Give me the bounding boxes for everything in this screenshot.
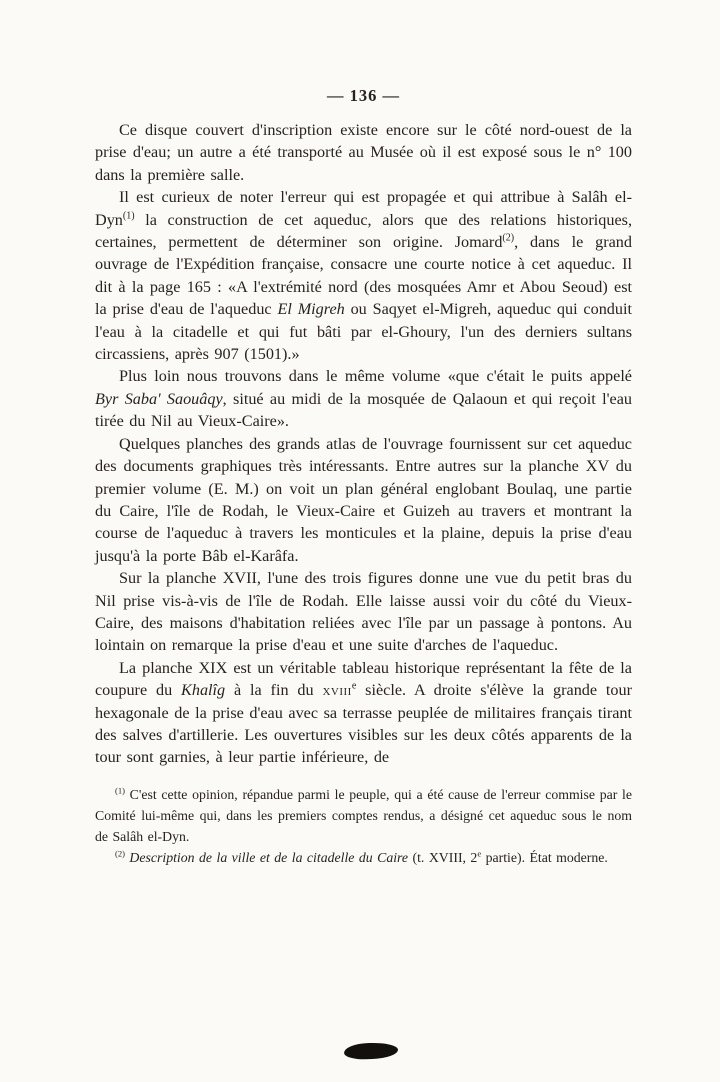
footnote [95,784,632,848]
paragraph [95,186,632,365]
text-segment: Description de la ville et de la citadelle du Caire [129,850,409,866]
text-segment: ou Saqyet el-Migreh, aqueduc qui conduit l'eau à la citadelle et qui fut bâti par el-Ghoury, l'un des derniers sultans circassiens, après 907 (1501).» [95,300,632,364]
text-segment: Khalîg [181,681,226,700]
ink-smudge-artifact [344,1042,399,1060]
text-segment: partie). État moderne. [481,850,608,866]
text-segment: C'est cette opinion, répandue parmi le peuple, qui a été cause de l'erreur commise par le Comité lui-même qui, dans les premiers comptes rendus, a désigné cet aqueduc sous le nom de Salâh el-Dyn. [95,786,632,845]
text-segment: Ce disque couvert d'inscription existe encore sur le côté nord-ouest de la prise d'eau; un autre a été transporté au Musée où il est exposé sous le n° 100 dans la première salle. [95,121,632,184]
text-segment: Byr Saba' Saouâqy [95,389,223,408]
text-segment: (t. XVIII, 2 [408,850,478,866]
text-segment: e [477,848,482,859]
text-segment: El Migreh [277,300,345,319]
text-segment: la construction de cet aqueduc, alors que des relations historiques, certaines, permettent de déterminer son origine. Jomard [95,210,632,252]
paragraph [95,365,632,432]
footnotes [95,784,632,869]
text-segment: (2) [502,232,515,244]
text-segment: (1) [115,785,125,796]
text-segment: La planche XIX est un véritable tableau historique représentant la fête de la coupure du [95,658,632,700]
text-segment: Plus loin nous trouvons dans le même volume «que c'était le puits appelé [119,367,632,386]
paragraph [95,567,632,657]
text-segment: , dans le grand ouvrage de l'Expédition française, consacre une courte notice à cet aqueduc. Il dit à la page 165 : «A l'extrémité nord (des mosquées Amr et Abou Seoud) est la prise d'eau de l'aqueduc [95,233,632,319]
paragraph [95,119,632,186]
body-text [95,119,632,769]
text-segment: xviii [322,681,352,700]
text-segment: (1) [122,210,135,222]
text-segment: Il est curieux de noter l'erreur qui est propagée et qui attribue à Salâh el-Dyn [95,188,632,229]
text-segment: Sur la planche XVII, l'une des trois figures donne une vue du petit bras du Nil prise vis-à-vis de l'île de Rodah. Elle laisse aussi voir du côté du Vieux-Caire, des maisons d'habitation reliées avec l'île par un passage à pontons. Au lointain on remarque la prise d'eau et une suite d'arches de l'aqueduc. [95,569,632,655]
text-segment: e [351,680,357,692]
text-segment: siècle. A droite s'élève la grande tour hexagonale de la prise d'eau avec sa terrasse peuplée de militaires français tirant des salves d'artillerie. Les ouvertures visibles sur les deux côtés apparents de la tour sont garnies, à leur partie inférieure, de [95,681,633,767]
text-segment: Quelques planches des grands atlas de l'ouvrage fournissent sur cet aqueduc des documents graphiques très intéressants. Entre autres sur la planche XV du premier volume (E. M.) on voit un plan général englobant Boulaq, une partie du Caire, l'île de Rodah, le Vieux-Caire et Guizeh au travers et montrant la course de l'aqueduc à travers les monticules et la plaine, depuis la prise d'eau jusqu'à la porte Bâb el-Karâfa. [95,434,632,565]
footnote [95,847,632,868]
page-number: — 136 — [327,86,400,105]
paragraph [95,657,632,769]
text-segment: (2) [115,848,125,859]
text-segment: à la fin du [225,681,323,700]
page-header [95,86,632,106]
text-segment: , situé au midi de la mosquée de Qalaoun et qui reçoit l'eau tirée du Nil au Vieux-Caire». [95,389,632,431]
paragraph [95,433,632,567]
